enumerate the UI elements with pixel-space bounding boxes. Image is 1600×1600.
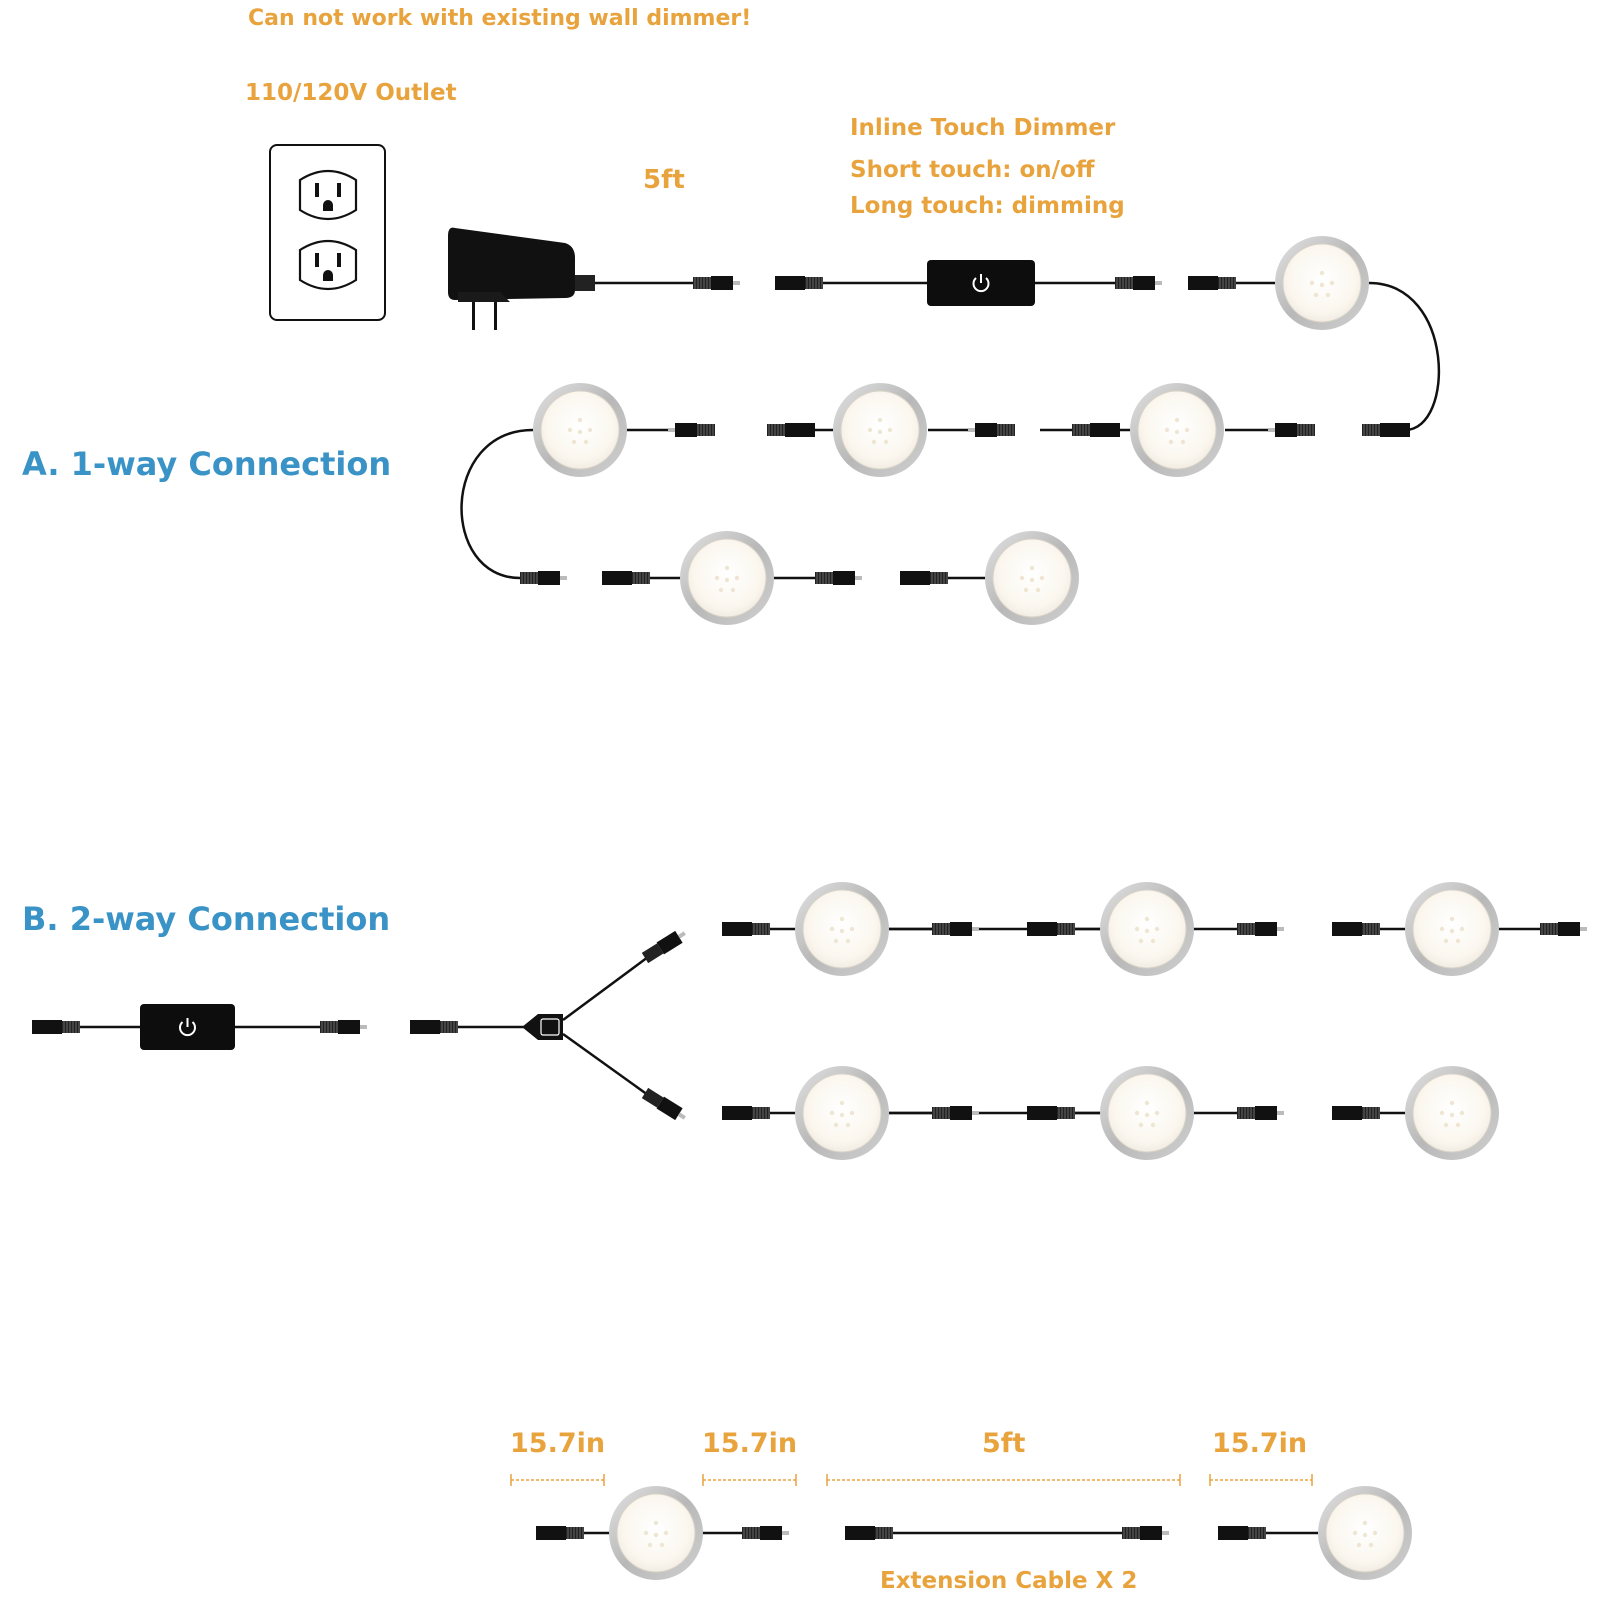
measure-label-3: 5ft bbox=[982, 1428, 1026, 1459]
puck-light-icon bbox=[533, 383, 627, 477]
connector-icon bbox=[722, 922, 770, 936]
puck-light-icon bbox=[795, 1066, 889, 1160]
connector-icon bbox=[742, 1526, 789, 1540]
connector-icon bbox=[767, 423, 815, 437]
connector-icon bbox=[932, 922, 979, 936]
dimmer-long-touch: Long touch: dimming bbox=[850, 193, 1125, 219]
puck-light-icon bbox=[1275, 236, 1369, 330]
connector-icon bbox=[1027, 1106, 1075, 1120]
connector-icon bbox=[845, 1526, 893, 1540]
outlet-label: 110/120V Outlet bbox=[245, 80, 457, 106]
puck-light-icon bbox=[1405, 1066, 1499, 1160]
connector-icon bbox=[968, 423, 1015, 437]
connector-icon bbox=[775, 276, 823, 290]
dimension-line bbox=[511, 1474, 604, 1486]
connector-icon bbox=[410, 1020, 458, 1034]
connector-icon bbox=[1218, 1526, 1266, 1540]
connector-icon bbox=[32, 1020, 80, 1034]
puck-light-icon bbox=[1405, 882, 1499, 976]
measure-label-4: 15.7in bbox=[1212, 1428, 1308, 1459]
connector-icon bbox=[536, 1526, 584, 1540]
dimension-line bbox=[1210, 1474, 1312, 1486]
puck-light-icon bbox=[1100, 1066, 1194, 1160]
puck-light-icon bbox=[795, 882, 889, 976]
connector-icon bbox=[641, 927, 688, 964]
dimmer-title: Inline Touch Dimmer bbox=[850, 115, 1116, 141]
connector-icon bbox=[932, 1106, 979, 1120]
section-b-heading: B. 2-way Connection bbox=[22, 900, 391, 938]
connector-icon bbox=[900, 571, 948, 585]
outlet-icon bbox=[270, 145, 385, 320]
measure-label-2: 15.7in bbox=[702, 1428, 798, 1459]
connector-icon bbox=[641, 1087, 688, 1124]
connector-icon bbox=[1268, 423, 1315, 437]
connector-icon bbox=[1540, 922, 1587, 936]
connector-icon bbox=[722, 1106, 770, 1120]
cable bbox=[1369, 283, 1439, 430]
extension-cable-label: Extension Cable X 2 bbox=[880, 1568, 1138, 1594]
puck-light-icon bbox=[1130, 383, 1224, 477]
puck-light-icon bbox=[609, 1486, 703, 1580]
connector-icon bbox=[1115, 276, 1162, 290]
cable bbox=[563, 957, 648, 1020]
dimension-line bbox=[827, 1474, 1180, 1486]
connector-icon bbox=[1332, 1106, 1380, 1120]
connector-icon bbox=[1237, 1106, 1284, 1120]
cable bbox=[462, 430, 533, 578]
section-a-heading: A. 1-way Connection bbox=[22, 445, 392, 483]
inline-touch-dimmer[interactable] bbox=[927, 260, 1035, 306]
connector-icon bbox=[1072, 423, 1120, 437]
cable bbox=[563, 1034, 648, 1095]
connector-icon bbox=[1188, 276, 1236, 290]
connector-icon bbox=[1237, 922, 1284, 936]
puck-light-icon bbox=[833, 383, 927, 477]
splitter-icon bbox=[522, 1014, 563, 1040]
inline-touch-dimmer[interactable] bbox=[140, 1004, 235, 1050]
puck-light-icon bbox=[680, 531, 774, 625]
puck-light-icon bbox=[1100, 882, 1194, 976]
connector-icon bbox=[320, 1020, 367, 1034]
connector-icon bbox=[668, 423, 715, 437]
connector-icon bbox=[602, 571, 650, 585]
puck-light-icon bbox=[1318, 1486, 1412, 1580]
connector-icon bbox=[1362, 423, 1410, 437]
connector-icon bbox=[520, 571, 567, 585]
power-adapter-icon bbox=[448, 228, 595, 330]
connector-icon bbox=[1332, 922, 1380, 936]
connector-icon bbox=[1027, 922, 1075, 936]
dimmer-short-touch: Short touch: on/off bbox=[850, 157, 1095, 183]
cable-length-label: 5ft bbox=[643, 165, 685, 195]
measure-label-1: 15.7in bbox=[510, 1428, 606, 1459]
dimension-line bbox=[703, 1474, 796, 1486]
connector-icon bbox=[693, 276, 740, 290]
warning-note: Can not work with existing wall dimmer! bbox=[248, 6, 752, 31]
connector-icon bbox=[815, 571, 862, 585]
connector-icon bbox=[1122, 1526, 1169, 1540]
puck-light-icon bbox=[985, 531, 1079, 625]
